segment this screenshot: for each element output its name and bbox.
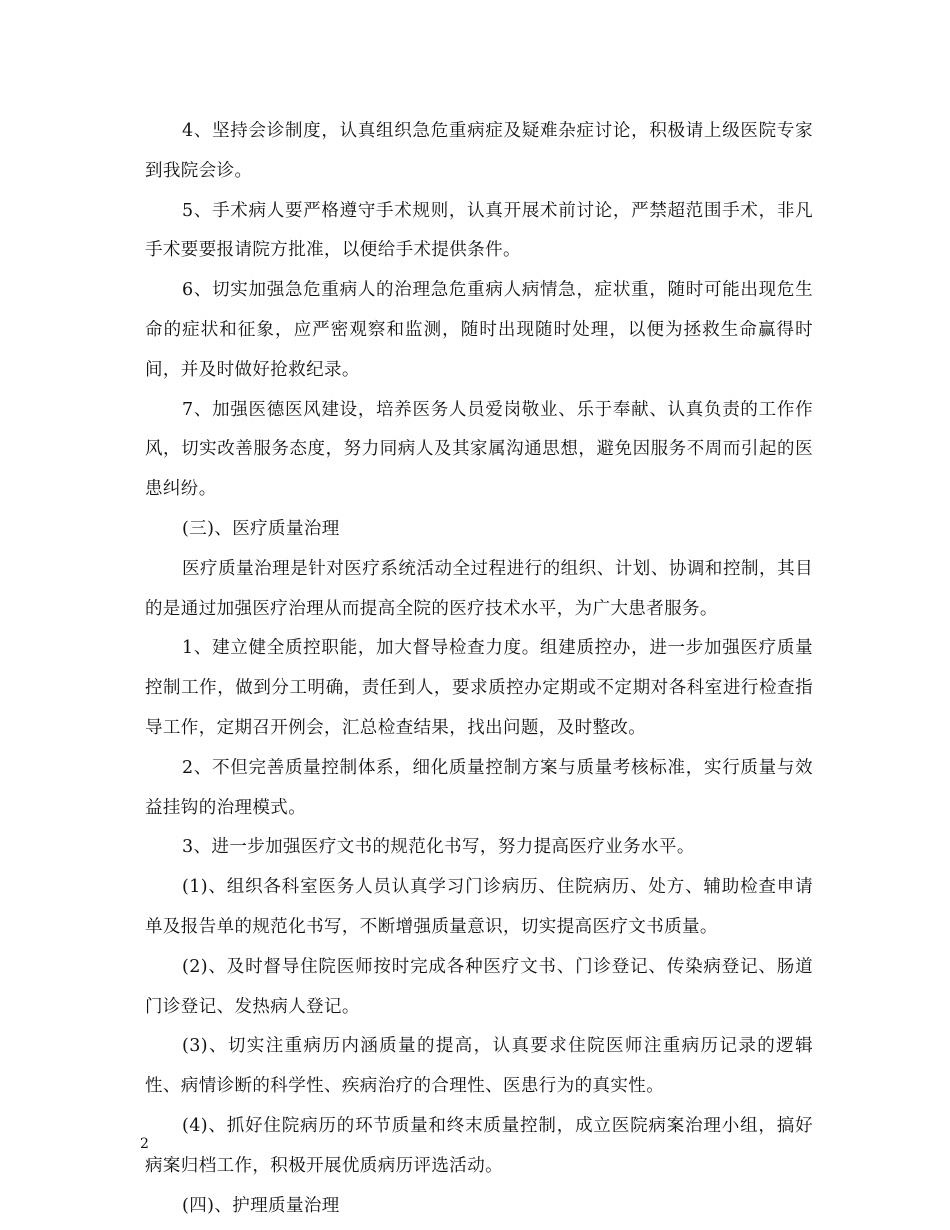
paragraph-item-5: 5、手术病人要严格遵守手术规则，认真开展术前讨论，严禁超范围手术，非凡手术要要报请院方批准，以便给手术提供条件。 (145, 200, 813, 261)
subparagraph-item-3: (3)、切实注重病历内涵质量的提高，认真要求住院医师注重病历记录的逻辑性、病情诊断的科学性、疾病治疗的合理性、医患行为的真实性。 (145, 1036, 813, 1097)
page-number: 2 (140, 1136, 149, 1152)
paragraph-item-3: 3、进一步加强医疗文书的规范化书写，努力提高医疗业务水平。 (182, 837, 695, 858)
section-intro-paragraph: 医疗质量治理是针对医疗系统活动全过程进行的组织、计划、协调和控制，其目的是通过加强医疗治理从而提高全院的医疗技术水平，为广大患者服务。 (145, 558, 813, 619)
paragraph-item-2: 2、不但完善质量控制体系，细化质量控制方案与质量考核标准，实行质量与效益挂钩的治理模式。 (145, 757, 813, 818)
paragraph-item-4: 4、坚持会诊制度，认真组织急危重病症及疑难杂症讨论，积极请上级医院专家到我院会诊。 (145, 121, 813, 181)
paragraph-item-6: 6、切实加强急危重病人的治理急危重病人病情急，症状重，随时可能出现危生命的症状和征象，应严密观察和监测，随时出现随时处理，以便为拯救生命赢得时间，并及时做好抢救纪录。 (145, 280, 813, 380)
section-heading-3: (三)、医疗质量治理 (182, 518, 340, 539)
section-heading-4: (四)、护理质量治理 (182, 1195, 340, 1216)
subparagraph-item-1: (1)、组织各科室医务人员认真学习门诊病历、住院病历、处方、辅助检查申请单及报告单的规范化书写，不断增强质量意识，切实提高医疗文书质量。 (145, 877, 813, 937)
document-body (145, 112, 813, 1226)
subparagraph-item-2: (2)、及时督导住院医师按时完成各种医疗文书、门诊登记、传染病登记、肠道门诊登记、发热病人登记。 (145, 956, 813, 1017)
paragraph-item-1: 1、建立健全质控职能，加大督导检查力度。组建质控办，进一步加强医疗质量控制工作，做到分工明确，责任到人，要求质控办定期或不定期对各科室进行检查指导工作，定期召开例会，汇总检查结果，找出问题，及时整改。 (145, 638, 813, 738)
subparagraph-item-4: (4)、抓好住院病历的环节质量和终末质量控制，成立医院病案治理小组，搞好病案归档工作，积极开展优质病历评选活动。 (145, 1115, 813, 1176)
paragraph-item-7: 7、加强医德医风建设，培养医务人员爱岗敬业、乐于奉献、认真负责的工作作风，切实改善服务态度，努力同病人及其家属沟通思想，避免因服务不周而引起的医患纠纷。 (145, 399, 813, 500)
